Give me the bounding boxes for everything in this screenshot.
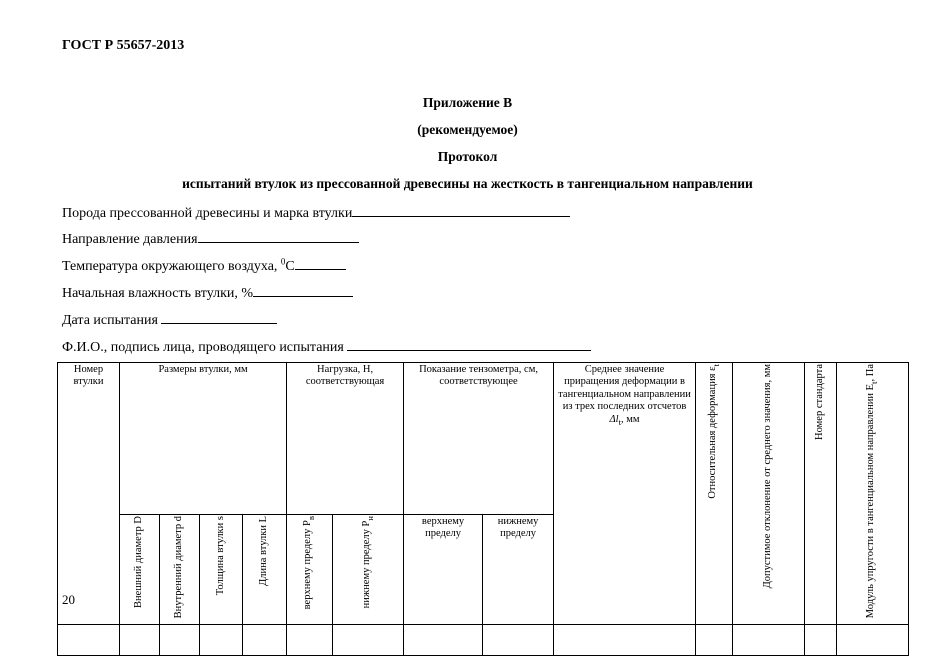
header-sleeve-sizes: Размеры втулки, мм <box>120 363 287 515</box>
table-cell[interactable] <box>554 624 696 655</box>
page-number: 20 <box>62 592 75 607</box>
header-sleeve-number: Номер втулки <box>58 363 120 625</box>
form-wood-grade-blank[interactable] <box>352 203 570 217</box>
header-allowed-deviation-text: Допустимое отклонение от среднего значения, мм <box>762 364 774 589</box>
header-tensometer: Показание тензометра, см, соответствующее <box>404 363 554 515</box>
subheader-inner-diameter: Внутренний диаметр d <box>160 514 200 624</box>
form-signature-blank[interactable] <box>347 337 591 351</box>
form-ambient-temp-unit: С <box>285 259 295 274</box>
subheader-length: Длина втулки L <box>243 514 287 624</box>
header-elastic-modulus-text: Модуль упругости в тангенциальном направлении E <box>865 383 877 619</box>
subheader-tensometer-upper: верхнему пределу <box>404 514 483 624</box>
table-cell[interactable] <box>287 624 333 655</box>
table-cell[interactable] <box>160 624 200 655</box>
form-pressure-direction-label: Направление давления <box>62 232 198 247</box>
header-average-increment-unit: , мм <box>621 413 640 425</box>
form-pressure-direction <box>62 229 359 248</box>
form-ambient-temp <box>62 256 346 275</box>
header-elastic-modulus-unit: , Па <box>865 364 877 382</box>
header-elastic-modulus-sub: t <box>869 381 880 384</box>
form-pressure-direction-blank[interactable] <box>198 229 359 243</box>
header-average-increment-sub: t <box>618 416 622 427</box>
subheader-load-upper: верхнему пределу $P_в$ <box>287 514 333 624</box>
table-cell[interactable] <box>120 624 160 655</box>
form-test-date-blank[interactable] <box>161 310 277 324</box>
table-cell[interactable] <box>200 624 243 655</box>
table-cell[interactable] <box>58 624 120 655</box>
header-standard-number-text: Номер стандарта <box>814 364 826 440</box>
table-cell[interactable] <box>696 624 733 655</box>
header-load: Нагрузка, Н, соответствующая <box>287 363 404 515</box>
table-header-row-1 <box>58 363 909 515</box>
header-standard-number <box>805 363 837 625</box>
table-cell[interactable] <box>404 624 483 655</box>
form-ambient-temp-blank[interactable] <box>295 256 346 270</box>
table-cell[interactable] <box>733 624 805 655</box>
form-test-date-label: Дата испытания <box>62 313 162 328</box>
form-signature-label: Ф.И.О., подпись лица, проводящего испытания <box>62 340 348 355</box>
table-cell[interactable] <box>483 624 554 655</box>
form-wood-grade <box>62 203 570 222</box>
header-average-increment <box>554 363 696 625</box>
form-wood-grade-label: Порода прессованной древесины и марка втулки <box>62 206 353 221</box>
table-cell[interactable] <box>805 624 837 655</box>
form-test-date <box>62 310 277 329</box>
table-cell[interactable] <box>333 624 404 655</box>
table-cell[interactable] <box>243 624 287 655</box>
header-allowed-deviation <box>733 363 805 625</box>
subheader-tensometer-lower: нижнему пределу <box>483 514 554 624</box>
protocol-table <box>57 362 909 656</box>
subheader-load-lower: нижнему пределу $P_н$ <box>333 514 404 624</box>
form-ambient-temp-label: Температура окружающего воздуха, <box>62 259 281 274</box>
header-average-increment-symbol: Δl <box>609 413 619 425</box>
document-standard-header: ГОСТ Р 55657-2013 <box>62 38 185 53</box>
table-cell[interactable] <box>837 624 909 655</box>
header-average-increment-text: Среднее значение приращения деформации в тангенциальном направлении из трех последних отсчетов <box>558 364 691 413</box>
appendix-title: Приложение В <box>422 95 513 110</box>
appendix-status: (рекомендуемое) <box>417 122 518 137</box>
protocol-subject: испытаний втулок из прессованной древесины на жесткость в тангенциальном направлении <box>182 176 753 191</box>
subheader-thickness: Толщина втулки s <box>200 514 243 624</box>
header-elastic-modulus <box>837 363 909 625</box>
table-row <box>58 624 909 655</box>
header-relative-deformation-sub: t <box>710 364 721 367</box>
form-moisture <box>62 283 353 302</box>
header-relative-deformation-text: Относительная деформация ε <box>706 366 718 499</box>
subheader-outer-diameter: Внешний диаметр D <box>120 514 160 624</box>
header-relative-deformation <box>696 363 733 625</box>
form-moisture-label: Начальная влажность втулки, % <box>62 286 254 301</box>
form-moisture-blank[interactable] <box>253 283 353 297</box>
protocol-title: Протокол <box>437 149 498 164</box>
form-ambient-temp-degree: 0 <box>280 256 286 267</box>
form-signature <box>62 337 591 356</box>
